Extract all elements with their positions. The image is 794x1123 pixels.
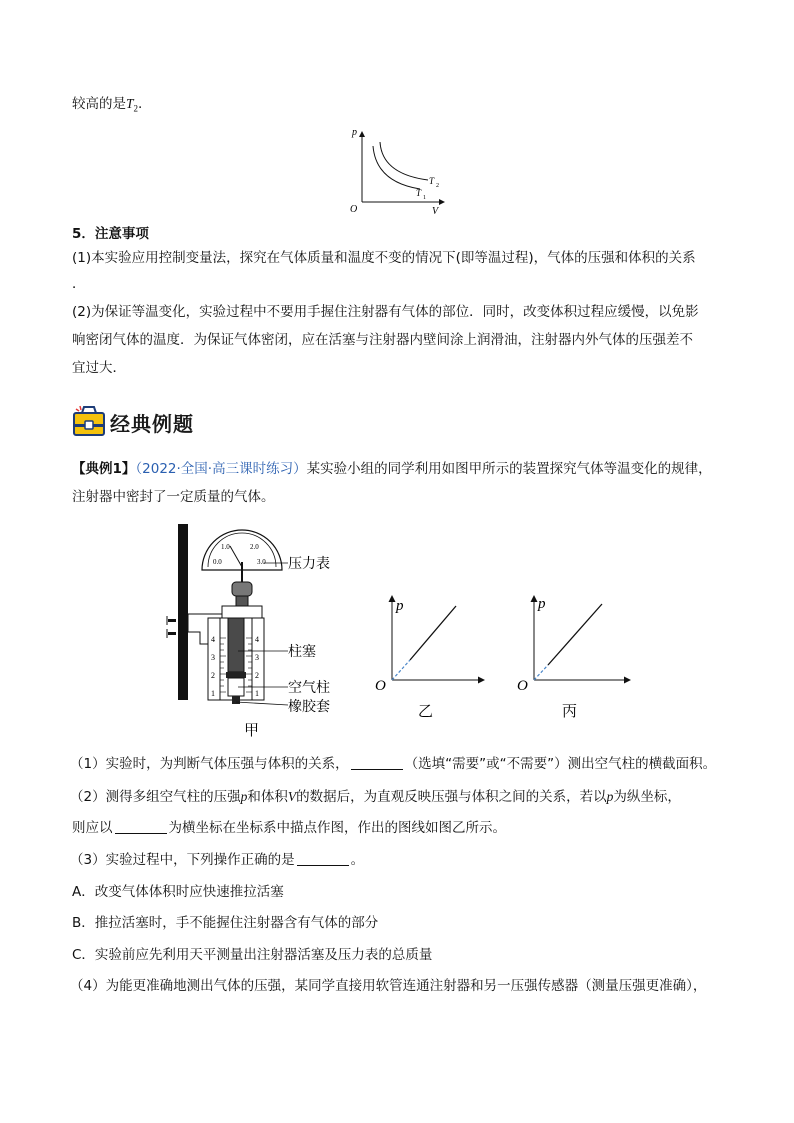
graph-yi-line: [410, 606, 456, 660]
figure-caption-bing: 丙: [562, 704, 578, 720]
section5-item2-line2: 响密闭气体的温度．为保证气体密闭，应在活塞与注射器内壁间涂上润滑油，注射器内外气体的压强差不: [72, 332, 693, 348]
plunger: [228, 618, 244, 672]
isotherm-t1: [373, 146, 420, 189]
pressure-gauge: [202, 530, 282, 582]
example-line2: 注射器中密封了一定质量的气体。: [72, 489, 275, 505]
intro-line: 较高的是$T_2$.: [72, 96, 143, 114]
option-c: C．实验前应先利用天平测量出注射器活塞及压力表的总质量: [72, 947, 433, 963]
svg-text:O: O: [375, 678, 386, 694]
svg-text:O: O: [517, 678, 528, 694]
question-4: （4）为能更准确地测出气体的压强，某同学直接用软管连通注射器和另一压强传感器（测量压强更准确），: [70, 978, 707, 994]
graph-yi-extrapolation: [392, 660, 410, 680]
svg-text:1: 1: [255, 689, 259, 698]
svg-text:0.0: 0.0: [213, 558, 222, 566]
question-2-line2: 则应以 为横坐标在坐标系中描点作图，作出的图线如图乙所示。: [72, 820, 506, 836]
answer-blank-1[interactable]: [351, 755, 403, 770]
option-a: A．改变气体体积时应快速推拉活塞: [72, 884, 284, 900]
svg-text:2: 2: [211, 671, 215, 680]
option-b: B．推拉活塞时，手不能握住注射器含有气体的部分: [72, 915, 379, 931]
gauge-connector: [232, 582, 252, 596]
origin-label: O: [350, 204, 358, 215]
v-label: V: [432, 206, 439, 217]
answer-blank-2[interactable]: [115, 819, 167, 834]
t1-sub: 1: [423, 195, 426, 201]
svg-text:4: 4: [255, 635, 259, 644]
graph-yi: [370, 588, 490, 722]
svg-text:4: 4: [211, 635, 215, 644]
graph-bing-line: [548, 604, 602, 665]
apparatus-figure: [160, 522, 360, 740]
question-1: （1）实验时，为判断气体压强与体积的关系， （选填“需要”或“不需要”）测出空气柱的横截面积。: [70, 756, 717, 772]
section5-item2-line1: (2)为保证等温变化，实验过程中不要用手握住注射器有气体的部位．同时，改变体积过程应缓慢，以免影: [72, 304, 699, 320]
svg-text:p: p: [538, 596, 546, 612]
isotherm-t2: [380, 142, 428, 180]
t2-sub: 2: [436, 183, 439, 189]
figure-caption-jia: 甲: [244, 723, 260, 739]
svg-text:2: 2: [255, 671, 259, 680]
svg-text:3: 3: [255, 653, 259, 662]
example-line1: 【典例1】（2022·全国·高三课时练习）某实验小组的同学利用如图甲所示的装置探究气体等温变化的规律，: [72, 461, 712, 477]
toolbox-icon: [72, 404, 106, 438]
p-label: p: [352, 127, 357, 138]
air-column-label: 空气柱: [288, 681, 330, 696]
t1-label: T: [416, 188, 422, 198]
question-3: （3）实验过程中，下列操作正确的是 。: [70, 852, 365, 868]
section5-heading: 5．注意事项: [72, 226, 149, 242]
answer-blank-3[interactable]: [297, 851, 349, 866]
graph-bing: [512, 588, 636, 722]
plunger-label: 柱塞: [288, 645, 316, 660]
figure-caption-yi: 乙: [418, 704, 434, 720]
section5-item2-line3: 宜过大．: [72, 360, 126, 376]
pv-isotherm-graph: [340, 122, 450, 217]
banner-title: 经典例题: [110, 412, 194, 436]
svg-text:3.0: 3.0: [257, 558, 266, 566]
svg-text:1.0: 1.0: [221, 543, 230, 551]
svg-text:p: p: [396, 598, 404, 614]
gauge-label: 压力表: [288, 557, 330, 572]
graph-bing-extrapolation: [534, 665, 548, 680]
t2-label: T: [429, 176, 435, 186]
rubber-cap: [232, 696, 240, 704]
section5-item1-line2: ．: [72, 276, 86, 292]
rubber-cap-label: 橡胶套: [288, 700, 330, 715]
stand-pole: [178, 524, 188, 700]
svg-text:3: 3: [211, 653, 215, 662]
svg-text:1: 1: [211, 689, 215, 698]
section5-item1-line1: (1)本实验应用控制变量法，探究在气体质量和温度不变的情况下(即等温过程)，气体的压强和体积的关系: [72, 250, 696, 266]
question-2-line1: （2）测得多组空气柱的压强p和体积V的数据后，为直观反映压强与体积之间的关系，若以p为纵坐标，: [70, 789, 681, 805]
svg-text:2.0: 2.0: [250, 543, 259, 551]
